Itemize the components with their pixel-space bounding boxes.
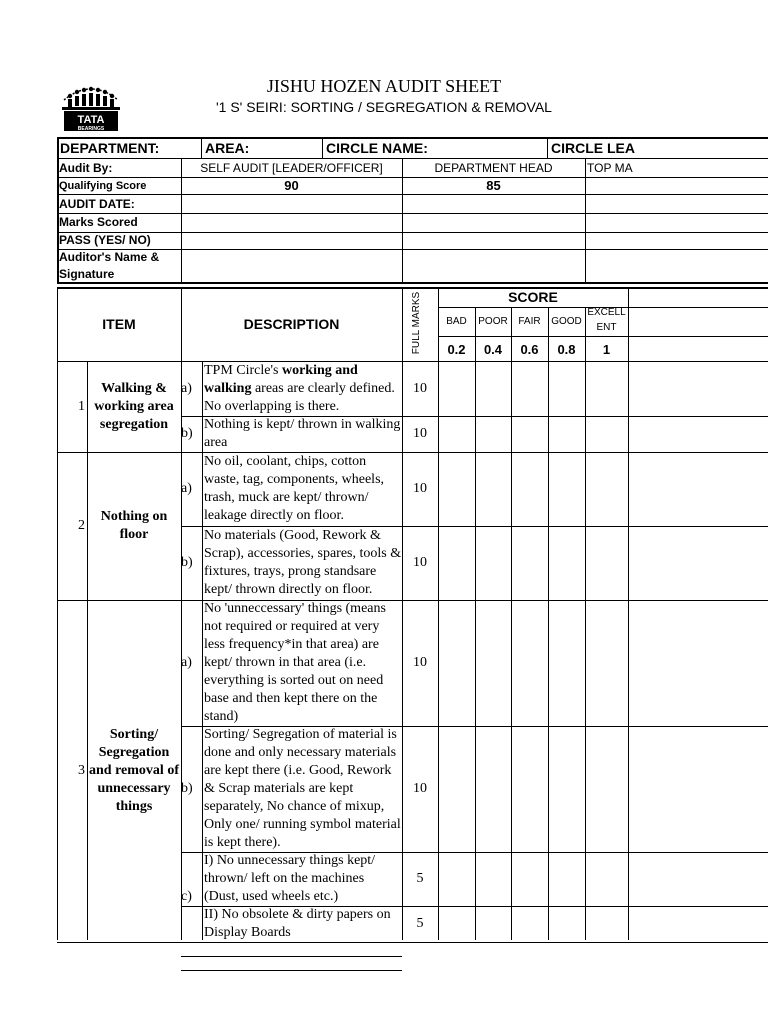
grid-line	[57, 232, 768, 233]
grid-line	[628, 287, 629, 940]
item-column-header: ITEM	[102, 316, 136, 332]
grid-line	[181, 416, 768, 417]
full-marks-value: 10	[413, 555, 427, 570]
auditor-signature-label-1: Auditor's Name &	[59, 250, 160, 264]
document-title: JISHU HOZEN AUDIT SHEET	[266, 76, 502, 96]
item-number: 3	[78, 763, 85, 778]
circle-name-label: CIRCLE NAME:	[326, 140, 428, 156]
score-level-value: 1	[602, 342, 611, 357]
grid-line	[57, 282, 768, 284]
grid-line	[57, 249, 768, 250]
full-marks-value: 10	[413, 781, 427, 796]
grid-line	[57, 452, 768, 453]
grid-line	[402, 158, 403, 282]
grid-line	[57, 600, 768, 601]
full-marks-value: 10	[413, 481, 427, 496]
grid-line	[181, 526, 768, 527]
qs-dept-value: 85	[486, 178, 501, 193]
item-name: Nothing on floor	[100, 509, 168, 542]
grid-line	[585, 307, 586, 940]
grid-line	[201, 137, 202, 158]
self-audit-label: SELF AUDIT [LEADER/OFFICER]	[200, 161, 383, 175]
grid-line	[322, 137, 323, 158]
area-label: AREA:	[205, 140, 250, 156]
grid-line	[181, 158, 182, 282]
full-marks-value: 10	[413, 426, 427, 441]
audit-sheet	[57, 137, 768, 947]
sub-item-label: b)	[181, 781, 193, 796]
footer-line-1	[181, 956, 402, 957]
score-level-label: BAD	[446, 316, 467, 327]
department-label: DEPARTMENT:	[60, 140, 160, 156]
sub-item-label: c)	[181, 889, 192, 904]
grid-line	[438, 307, 768, 308]
description-text: Nothing is kept/ thrown in walking area	[204, 417, 401, 450]
sub-item-label: a)	[181, 655, 192, 670]
excellent-header-line1: EXCELL	[587, 307, 626, 318]
description-text: TPM Circle's working and walking areas are clearly defined. No overlapping is there.	[204, 363, 395, 414]
grid-line	[57, 137, 59, 282]
qualifying-score-label: Qualifying Score	[59, 180, 147, 192]
audit-by-label: Audit By:	[59, 161, 113, 175]
grid-line	[202, 362, 203, 940]
qs-self-value: 90	[284, 178, 299, 193]
auditor-signature-label-2: Signature	[59, 267, 115, 281]
audit-date-label: AUDIT DATE:	[59, 197, 135, 211]
sub-item-label: a)	[181, 381, 192, 396]
grid-line	[181, 906, 768, 907]
description-text: I) No unnecessary things kept/ thrown/ left on the machines (Dust, used wheels etc.)	[204, 853, 376, 904]
description-text: Sorting/ Segregation of material is done and only necessary materials are kept there (i.e. Good, Rework & Scrap materials are kept separately, No chance of mixup, Only one/ running symbol material is kept there).	[204, 727, 401, 850]
excellent-header-line2: ENT	[596, 322, 617, 333]
grid-line	[57, 158, 768, 159]
sub-item-label: a)	[181, 481, 192, 496]
score-level-value: 0.2	[447, 342, 466, 357]
full-marks-value: 5	[416, 916, 424, 931]
document-subtitle: '1 S' SEIRI: SORTING / SEGREGATION & REMOVAL	[216, 99, 552, 115]
item-name: Walking & working area segregation	[94, 381, 174, 432]
full-marks-value: 10	[413, 381, 427, 396]
grid-line	[57, 177, 768, 178]
item-name: Sorting/ Segregation and removal of unnecessary things	[89, 727, 179, 814]
grid-line	[57, 287, 58, 940]
grid-line	[181, 852, 768, 853]
marks-scored-label: Marks Scored	[59, 215, 138, 229]
grid-line	[57, 287, 768, 289]
score-level-value: 0.4	[483, 342, 503, 357]
grid-line	[87, 362, 88, 940]
description-text: No materials (Good, Rework & Scrap), accessories, spares, tools & fixtures, trays, prong standsare kept/ thrown directly on floor.	[204, 528, 402, 597]
grid-line	[57, 213, 768, 214]
item-number: 2	[78, 518, 85, 533]
full-marks-value: 10	[413, 655, 427, 670]
grid-line	[511, 307, 512, 940]
grid-line	[57, 194, 768, 195]
description-text: No 'unneccessary' things (means not required or required at very less frequency*in that area) are kept/ thrown in that area (i.e. everything is sorted out on need base and then kept there on the stand)	[204, 601, 386, 724]
sub-item-label: b)	[181, 555, 193, 570]
grid-line	[181, 287, 182, 940]
score-level-value: 0.8	[557, 342, 576, 357]
grid-line	[57, 137, 768, 139]
svg-text:TATA: TATA	[77, 114, 105, 126]
sub-item-label: b)	[181, 426, 193, 441]
top-mgmt-label: TOP MA	[587, 161, 633, 175]
grid-line	[57, 942, 768, 943]
grid-line	[548, 307, 549, 940]
description-text: II) No obsolete & dirty papers on Display Boards	[204, 907, 391, 940]
grid-line	[181, 726, 768, 727]
score-header: SCORE	[508, 289, 558, 305]
grid-line	[585, 158, 586, 282]
score-level-label: POOR	[478, 316, 508, 327]
footer-line-2	[181, 970, 402, 971]
description-column-header: DESCRIPTION	[243, 316, 340, 332]
grid-line	[438, 287, 439, 940]
dept-head-label: DEPARTMENT HEAD	[434, 161, 553, 175]
grid-line	[547, 137, 548, 158]
item-number: 1	[78, 399, 85, 414]
full-marks-value: 5	[416, 871, 424, 886]
grid-line	[438, 336, 768, 337]
svg-text:BEARINGS: BEARINGS	[77, 126, 105, 132]
grid-line	[402, 287, 403, 940]
grid-line	[57, 361, 768, 362]
score-level-value: 0.6	[520, 342, 539, 357]
full-marks-header: FULL MARKS	[411, 291, 422, 355]
pass-label: PASS (YES/ NO)	[59, 233, 151, 247]
score-level-label: FAIR	[518, 316, 541, 327]
grid-line	[475, 307, 476, 940]
description-text: No oil, coolant, chips, cotton waste, tag, components, wheels, trash, muck are kept/ thrown/ leakage directly on floor.	[204, 454, 385, 523]
score-level-label: GOOD	[551, 316, 582, 327]
circle-leader-label: CIRCLE LEA	[551, 140, 635, 156]
